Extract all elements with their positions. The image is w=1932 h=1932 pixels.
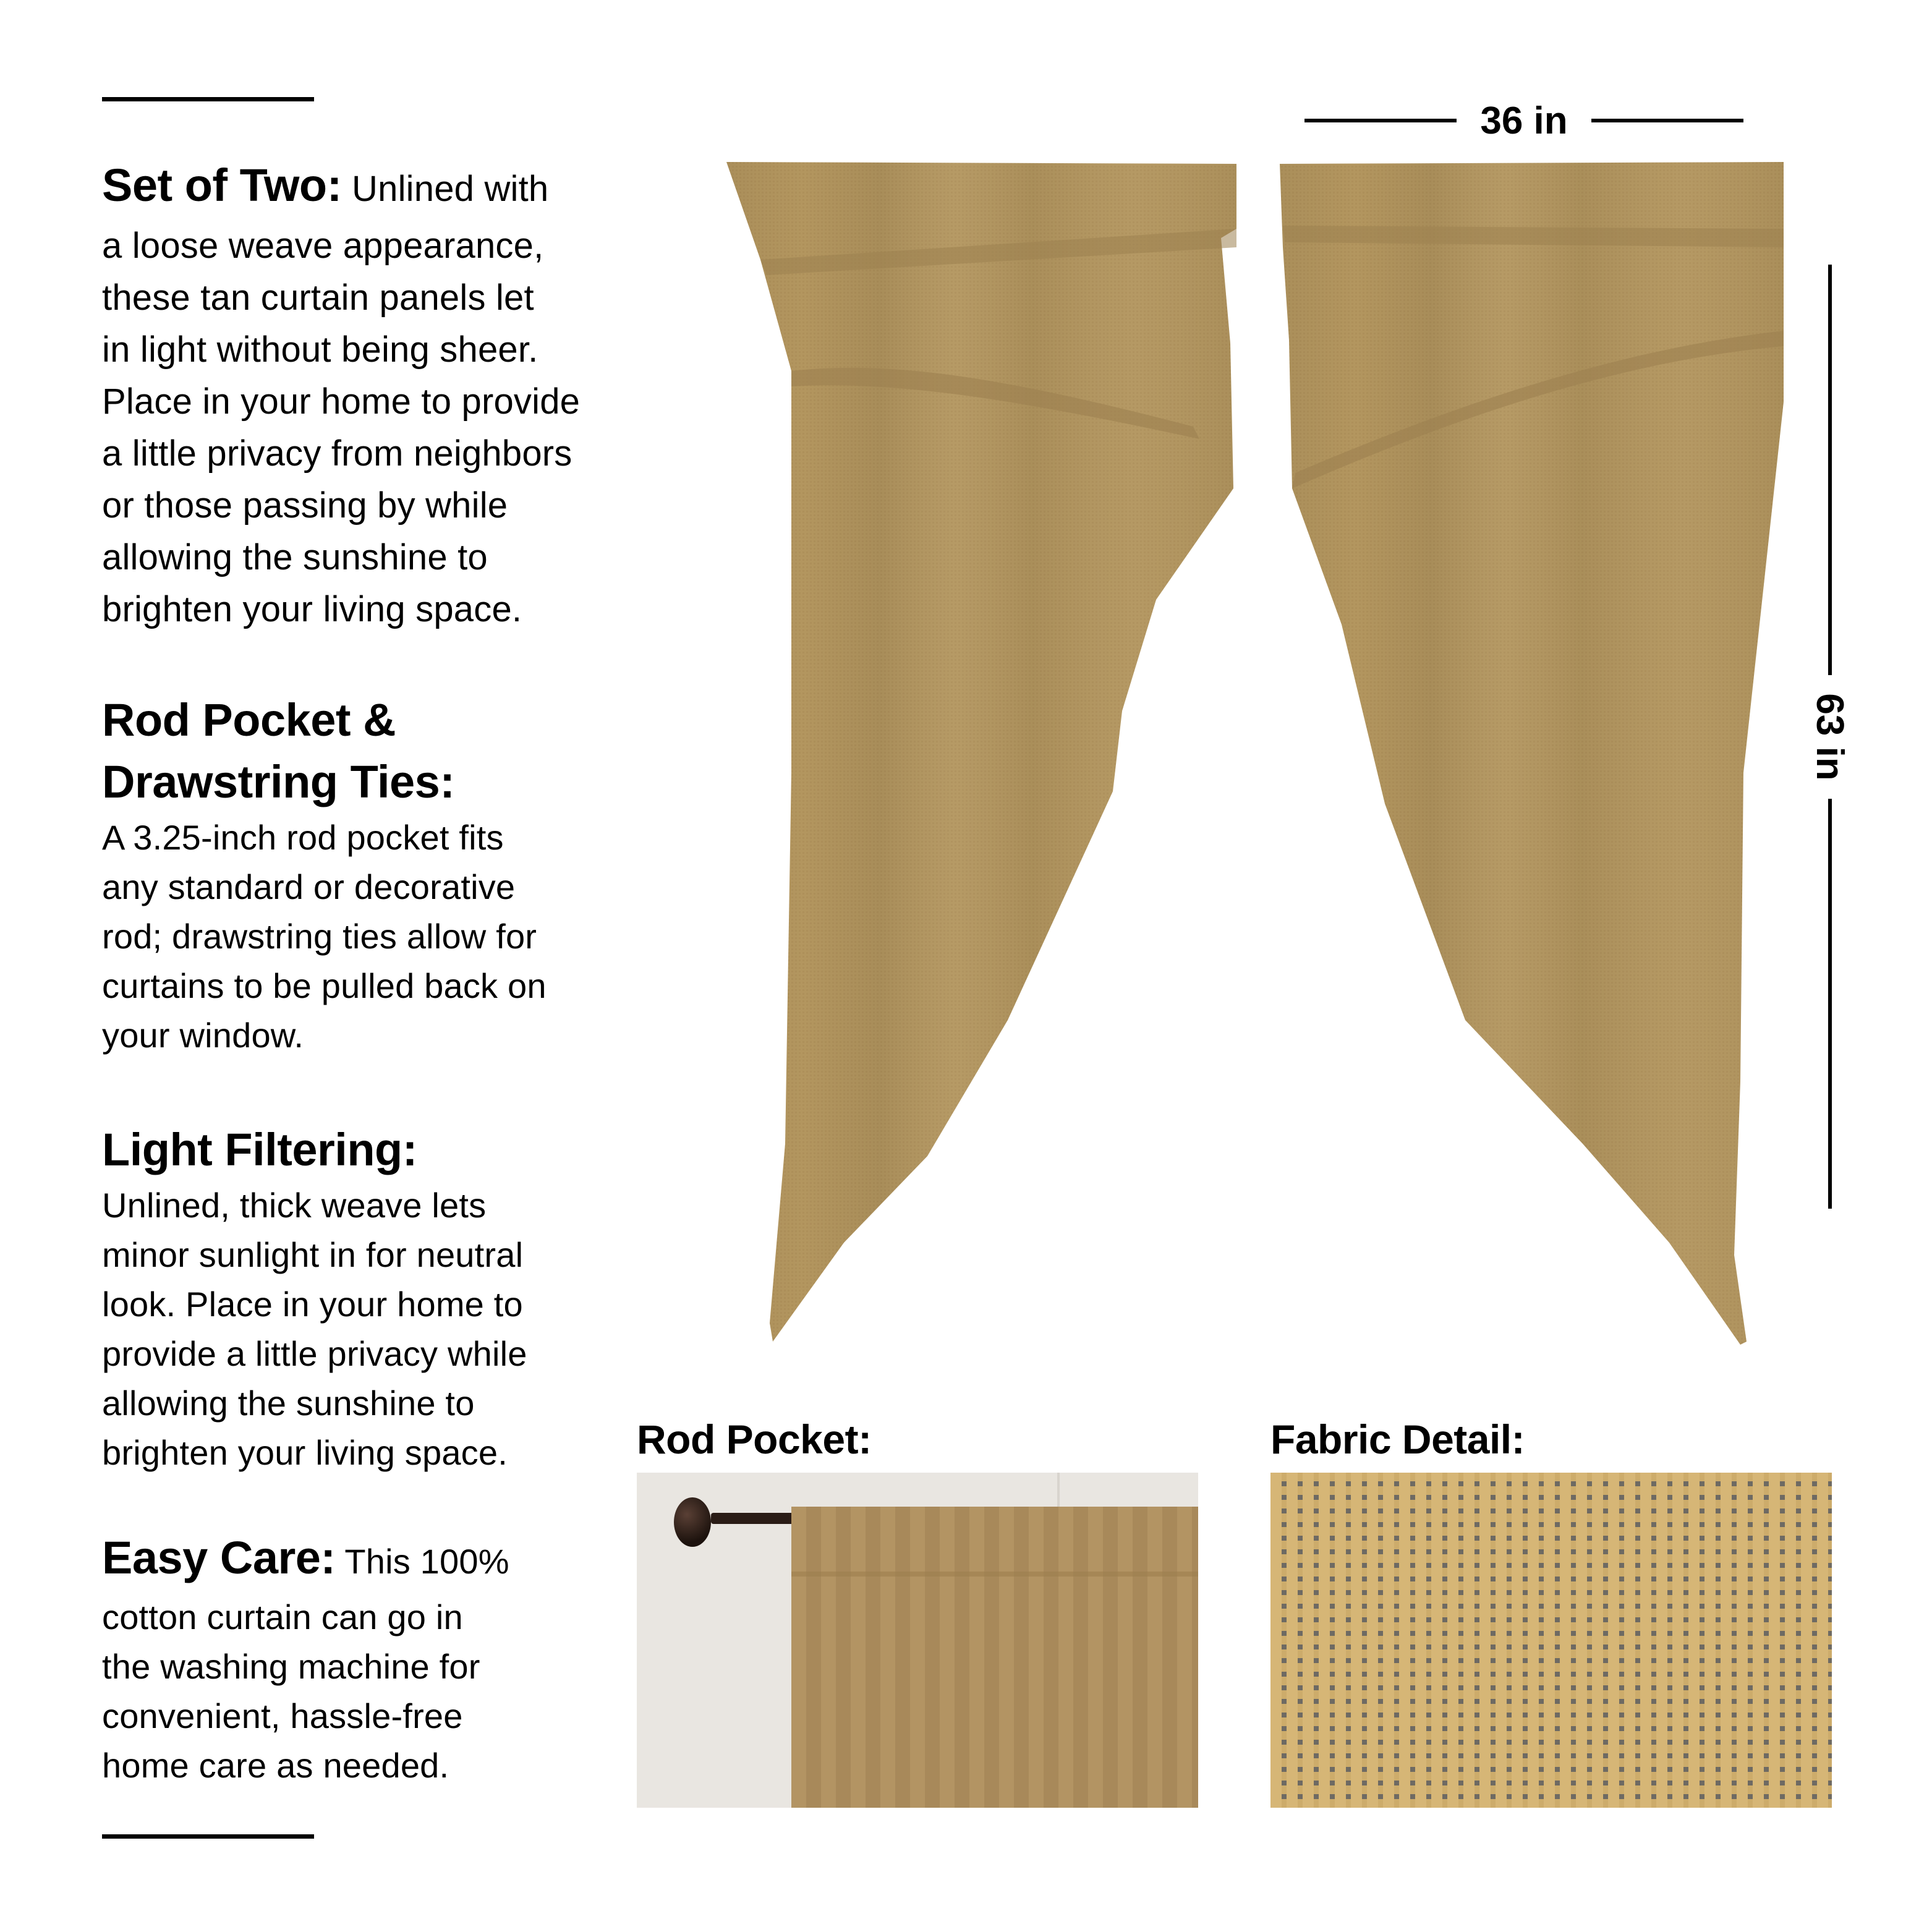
feature-heading: Drawstring Ties: — [102, 756, 455, 807]
feature-line: allowing the sunshine to — [102, 537, 488, 577]
dimension-line — [1591, 119, 1743, 122]
feature-easy-care — [102, 1527, 634, 1790]
bottom-divider — [102, 1834, 314, 1839]
fabric-weave-texture — [1270, 1473, 1832, 1808]
rod-pocket-photo — [637, 1473, 1198, 1808]
feature-line: cotton curtain can go in — [102, 1598, 463, 1636]
feature-line: allowing the sunshine to — [102, 1384, 475, 1423]
feature-heading: Set of Two: — [102, 160, 342, 211]
fabric-detail-photo — [1270, 1473, 1832, 1808]
feature-line: curtains to be pulled back on — [102, 966, 547, 1005]
feature-line: in light without being sheer. — [102, 330, 538, 370]
feature-line: a loose weave appearance, — [102, 226, 544, 266]
feature-heading: Light Filtering: — [102, 1124, 417, 1175]
feature-line: A 3.25-inch rod pocket fits — [102, 818, 504, 857]
feature-line: home care as needed. — [102, 1746, 449, 1785]
feature-heading: Rod Pocket & — [102, 694, 396, 746]
feature-line: convenient, hassle-free — [102, 1696, 463, 1735]
dimension-line — [1304, 119, 1457, 122]
rod-pocket-seam — [791, 1572, 1198, 1577]
top-divider — [102, 97, 314, 101]
right-curtain-panel — [1280, 162, 1784, 1345]
height-label: 63 in — [1808, 692, 1852, 781]
feature-line: a little privacy from neighbors — [102, 433, 572, 474]
feature-line: the washing machine for — [102, 1647, 480, 1686]
feature-line: brighten your living space. — [102, 1433, 508, 1472]
rod-pocket-fabric — [791, 1507, 1198, 1808]
fabric-detail-caption: Fabric Detail: — [1270, 1416, 1525, 1462]
feature-line: your window. — [102, 1016, 304, 1055]
feature-heading: Easy Care: — [102, 1532, 336, 1583]
feature-line: any standard or decorative — [102, 867, 516, 906]
prairie-curtain-panels-image — [717, 155, 1793, 1354]
feature-line: brighten your living space. — [102, 589, 522, 629]
feature-line: these tan curtain panels let — [102, 278, 534, 318]
feature-line: minor sunlight in for neutral — [102, 1235, 524, 1274]
rod-pocket-caption: Rod Pocket: — [637, 1416, 872, 1462]
feature-line: look. Place in your home to — [102, 1285, 523, 1324]
feature-line: provide a little privacy while — [102, 1334, 527, 1373]
feature-line: or those passing by while — [102, 485, 508, 526]
height-dimension — [1805, 265, 1855, 1209]
width-label: 36 in — [1480, 99, 1568, 142]
feature-line: Place in your home to provide — [102, 381, 581, 422]
feature-line: Unlined, thick weave lets — [102, 1186, 487, 1225]
feature-rod-pocket-drawstring — [102, 689, 634, 1060]
rod-finial-icon — [674, 1497, 711, 1547]
feature-set-of-two — [102, 155, 634, 636]
feature-line: rod; drawstring ties allow for — [102, 917, 537, 956]
width-dimension — [1304, 99, 1743, 142]
feature-lead: This 100% — [335, 1542, 509, 1581]
left-curtain-panel — [726, 162, 1236, 1342]
feature-light-filtering — [102, 1119, 634, 1478]
dimension-line — [1828, 799, 1832, 1209]
feature-lead: Unlined with — [341, 169, 549, 209]
dimension-line — [1828, 265, 1832, 675]
